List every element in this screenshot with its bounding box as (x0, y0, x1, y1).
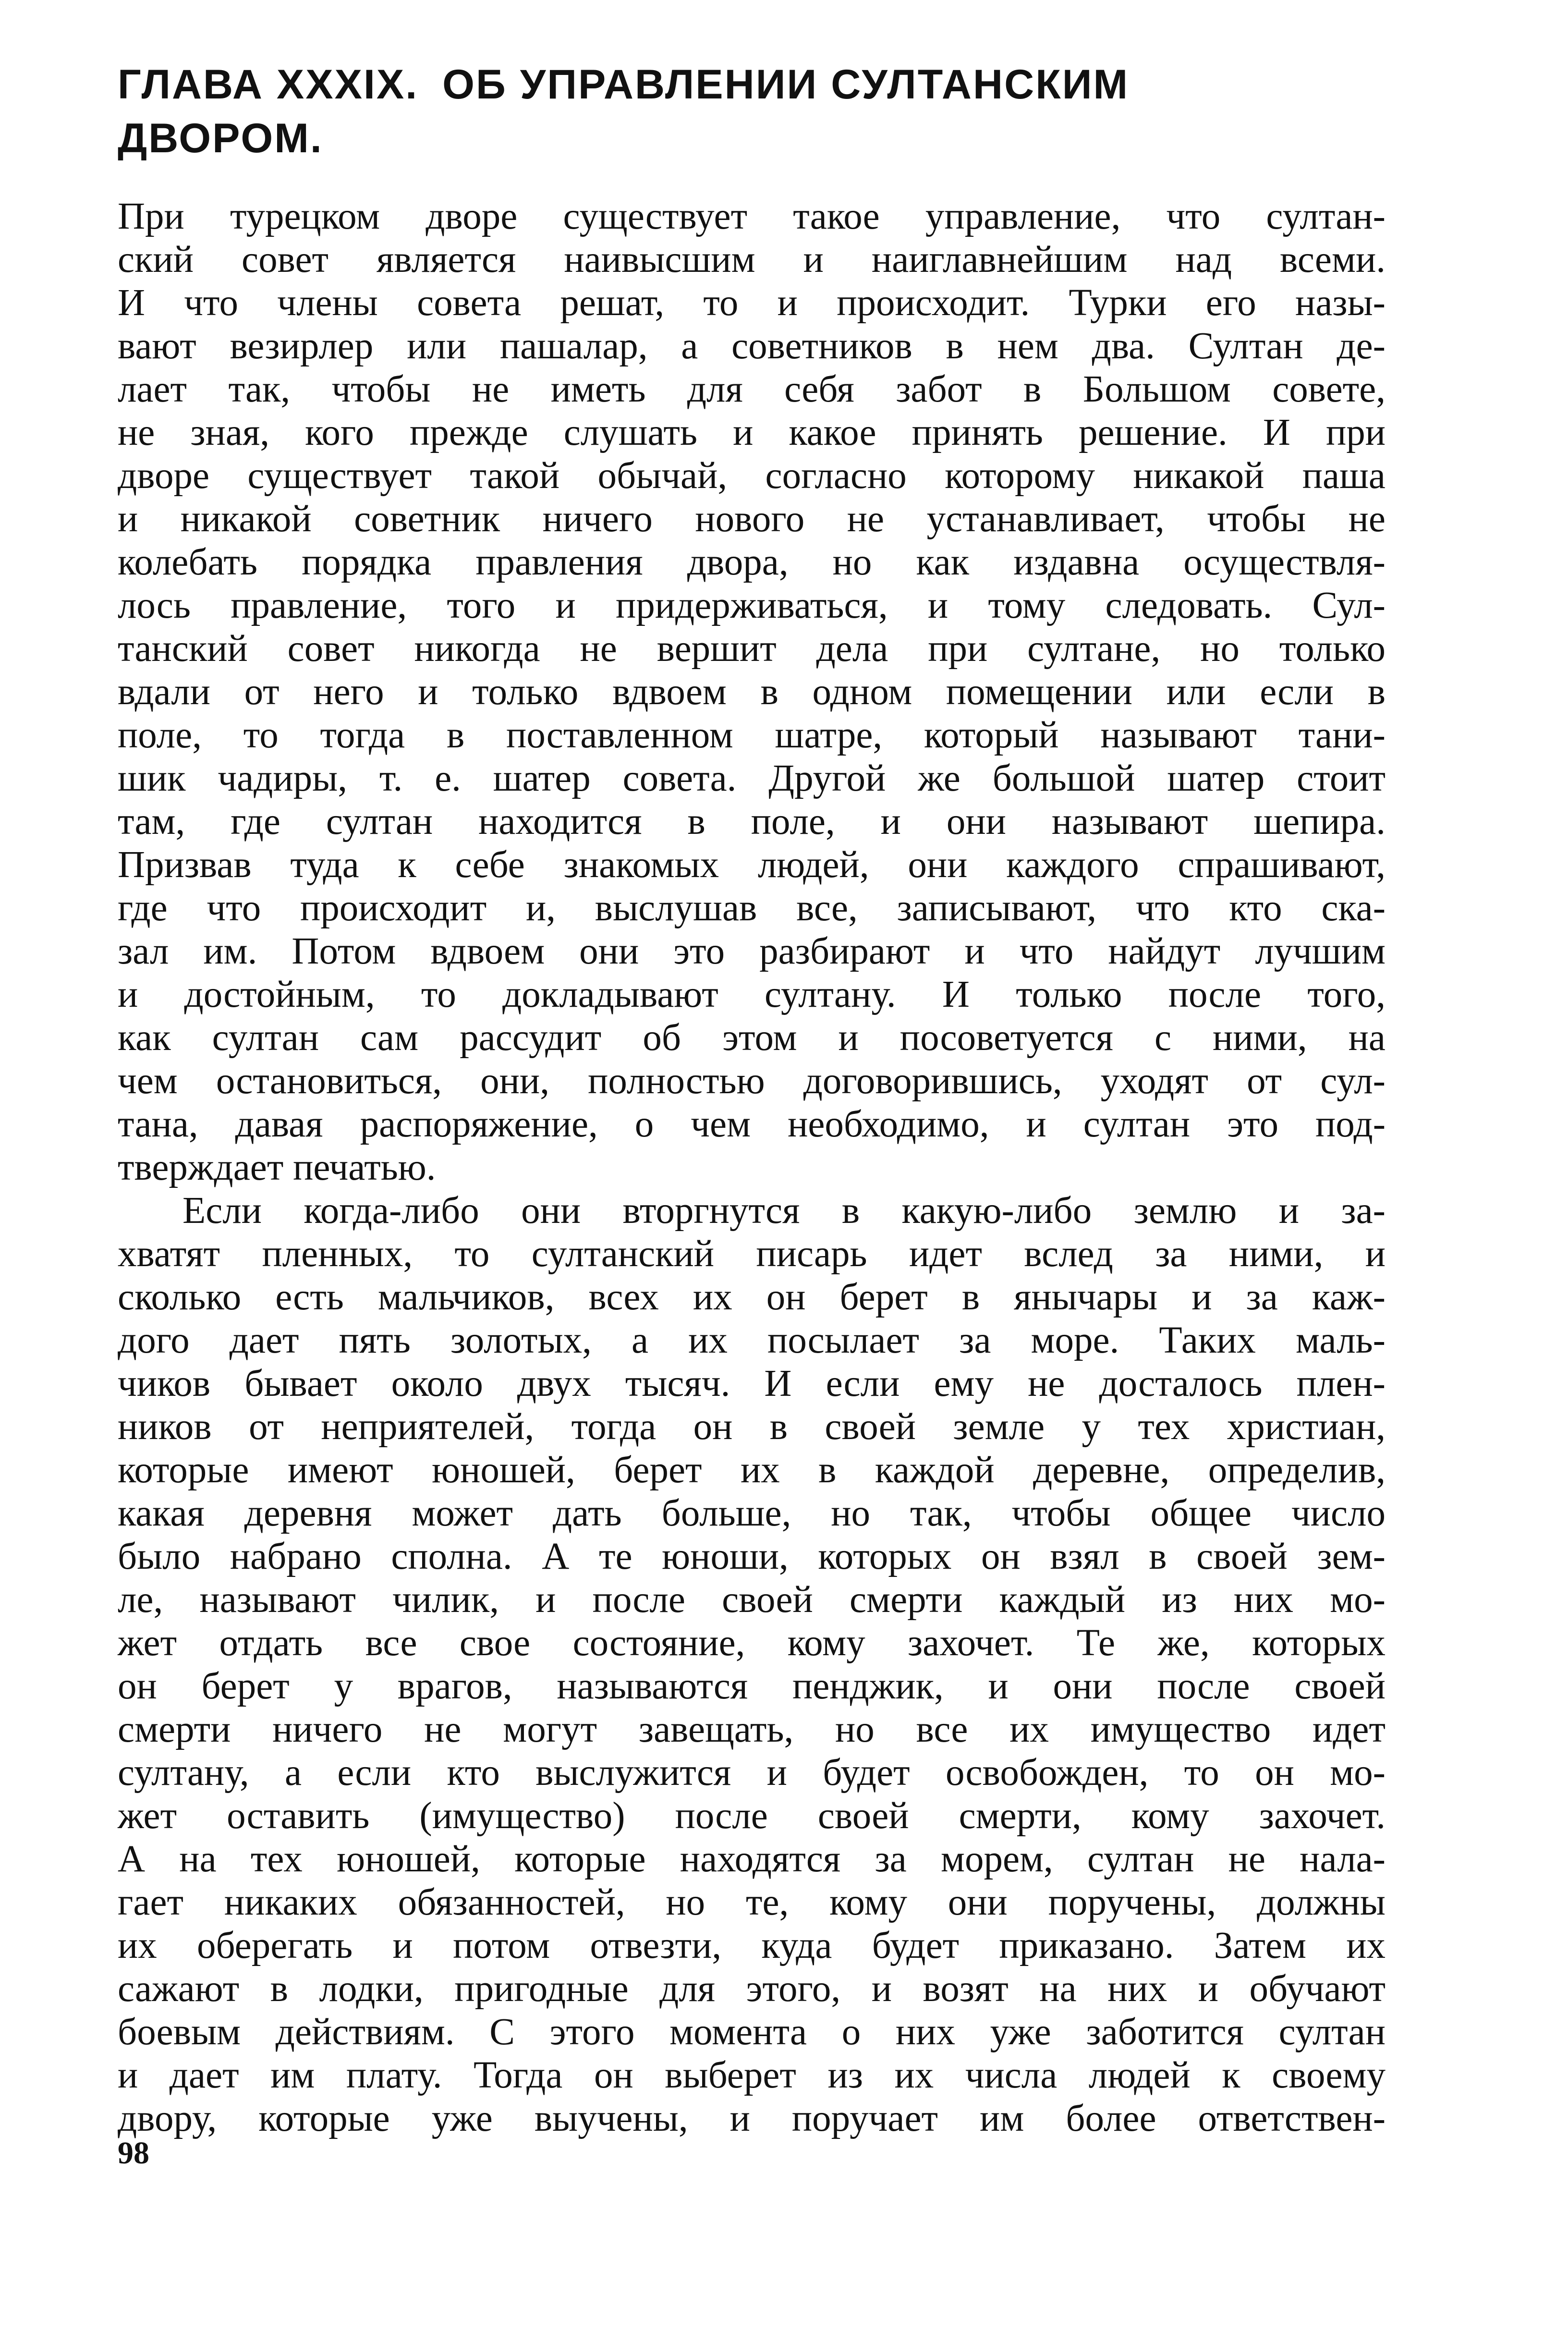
text-line: где что происходит и, выслушав все, записывают, что кто ска- (118, 887, 1386, 929)
text-line: поле, то тогда в поставленном шатре, который называют тани- (118, 714, 1386, 756)
text-line: жет оставить (имущество) после своей смерти, кому захочет. (118, 1795, 1386, 1837)
text-line: При турецком дворе существует такое управление, что султан- (118, 195, 1386, 237)
book-page (118, 58, 1386, 2140)
text-line: боевым действиям. С этого момента о них уже заботится султан (118, 2011, 1386, 2053)
text-line: лось правление, того и придерживаться, и тому следовать. Сул- (118, 585, 1386, 626)
text-line: танский совет никогда не вершит дела при султане, но только (118, 628, 1386, 670)
text-line: вдали от него и только вдвоем в одном помещении или если в (118, 671, 1386, 713)
text-line: он берет у врагов, называются пенджик, и они после своей (118, 1665, 1386, 1707)
text-line: гает никаких обязанностей, но те, кому они поручены, должны (118, 1881, 1386, 1923)
paragraph-2 (118, 1189, 1386, 2140)
text-line: дого дает пять золотых, а их посылает за море. Таких маль- (118, 1319, 1386, 1361)
text-line: ский совет является наивысшим и наиглавнейшим над всеми. (118, 239, 1386, 281)
text-line: вают везирлер или пашалар, а советников в нем два. Султан де- (118, 325, 1386, 367)
chapter-number: ГЛАВА XXXIX. (118, 61, 419, 108)
chapter-heading (118, 58, 1386, 165)
text-line: дворе существует такой обычай, согласно которому никакой паша (118, 455, 1386, 497)
text-line: А на тех юношей, которые находятся за морем, султан не нала- (118, 1838, 1386, 1880)
text-line: было набрано сполна. А те юноши, которых он взял в своей зем- (118, 1536, 1386, 1577)
chapter-title-line-1: ОБ УПРАВЛЕНИИ СУЛТАНСКИМ (442, 61, 1130, 108)
text-line: лает так, чтобы не иметь для себя забот в Большом совете, (118, 368, 1386, 410)
text-line: их оберегать и потом отвезти, куда будет приказано. Затем их (118, 1925, 1386, 1966)
text-line: чем остановиться, они, полностью договорившись, уходят от сул- (118, 1060, 1386, 1102)
text-line: чиков бывает около двух тысяч. И если ему не досталось плен- (118, 1363, 1386, 1404)
text-line: которые имеют юношей, берет их в каждой деревне, определив, (118, 1449, 1386, 1491)
text-line: И что члены совета решат, то и происходит. Турки его назы- (118, 282, 1386, 324)
text-line: смерти ничего не могут завещать, но все их имущество идет (118, 1709, 1386, 1750)
text-line: не зная, кого прежде слушать и какое принять решение. И при (118, 412, 1386, 453)
text-line: сажают в лодки, пригодные для этого, и возят на них и обучают (118, 1968, 1386, 2010)
text-line: там, где султан находится в поле, и они называют шепира. (118, 801, 1386, 842)
text-line: жет отдать все свое состояние, кому захочет. Те же, которых (118, 1622, 1386, 1664)
text-line: сколько есть мальчиков, всех их он берет в янычары и за каж- (118, 1276, 1386, 1318)
text-line: ле, называют чилик, и после своей смерти каждый из них мо- (118, 1579, 1386, 1621)
text-line: как султан сам рассудит об этом и посоветуется с ними, на (118, 1017, 1386, 1059)
chapter-title-line-2: ДВОРОМ. (118, 115, 323, 161)
text-line: шик чадиры, т. е. шатер совета. Другой же большой шатер стоит (118, 757, 1386, 799)
text-line: и дает им плату. Тогда он выберет из их числа людей к своему (118, 2054, 1386, 2096)
text-line: Призвав туда к себе знакомых людей, они каждого спрашивают, (118, 844, 1386, 886)
text-line: колебать порядка правления двора, но как издавна осуществля- (118, 541, 1386, 583)
text-line: и никакой советник ничего нового не устанавливает, чтобы не (118, 498, 1386, 540)
text-line: султану, а если кто выслужится и будет освобожден, то он мо- (118, 1752, 1386, 1794)
text-line: какая деревня может дать больше, но так, чтобы общее число (118, 1492, 1386, 1534)
text-line: хватят пленных, то султанский писарь идет вслед за ними, и (118, 1233, 1386, 1275)
text-line: и достойным, то докладывают султану. И только после того, (118, 974, 1386, 1015)
text-line: тверждает печатью. (118, 1147, 436, 1188)
text-line: зал им. Потом вдвоем они это разбирают и что найдут лучшим (118, 930, 1386, 972)
text-line: двору, которые уже выучены, и поручает им более ответствен- (118, 2098, 1386, 2139)
text-line: Если когда-либо они вторгнутся в какую-либо землю и за- (182, 1190, 1386, 1232)
chapter-body (118, 195, 1386, 2140)
text-line: тана, давая распоряжение, о чем необходимо, и султан это под- (118, 1103, 1386, 1145)
text-line: ников от неприятелей, тогда он в своей земле у тех христиан, (118, 1406, 1386, 1448)
paragraph-1 (118, 195, 1386, 1189)
page-number: 98 (118, 2136, 149, 2171)
